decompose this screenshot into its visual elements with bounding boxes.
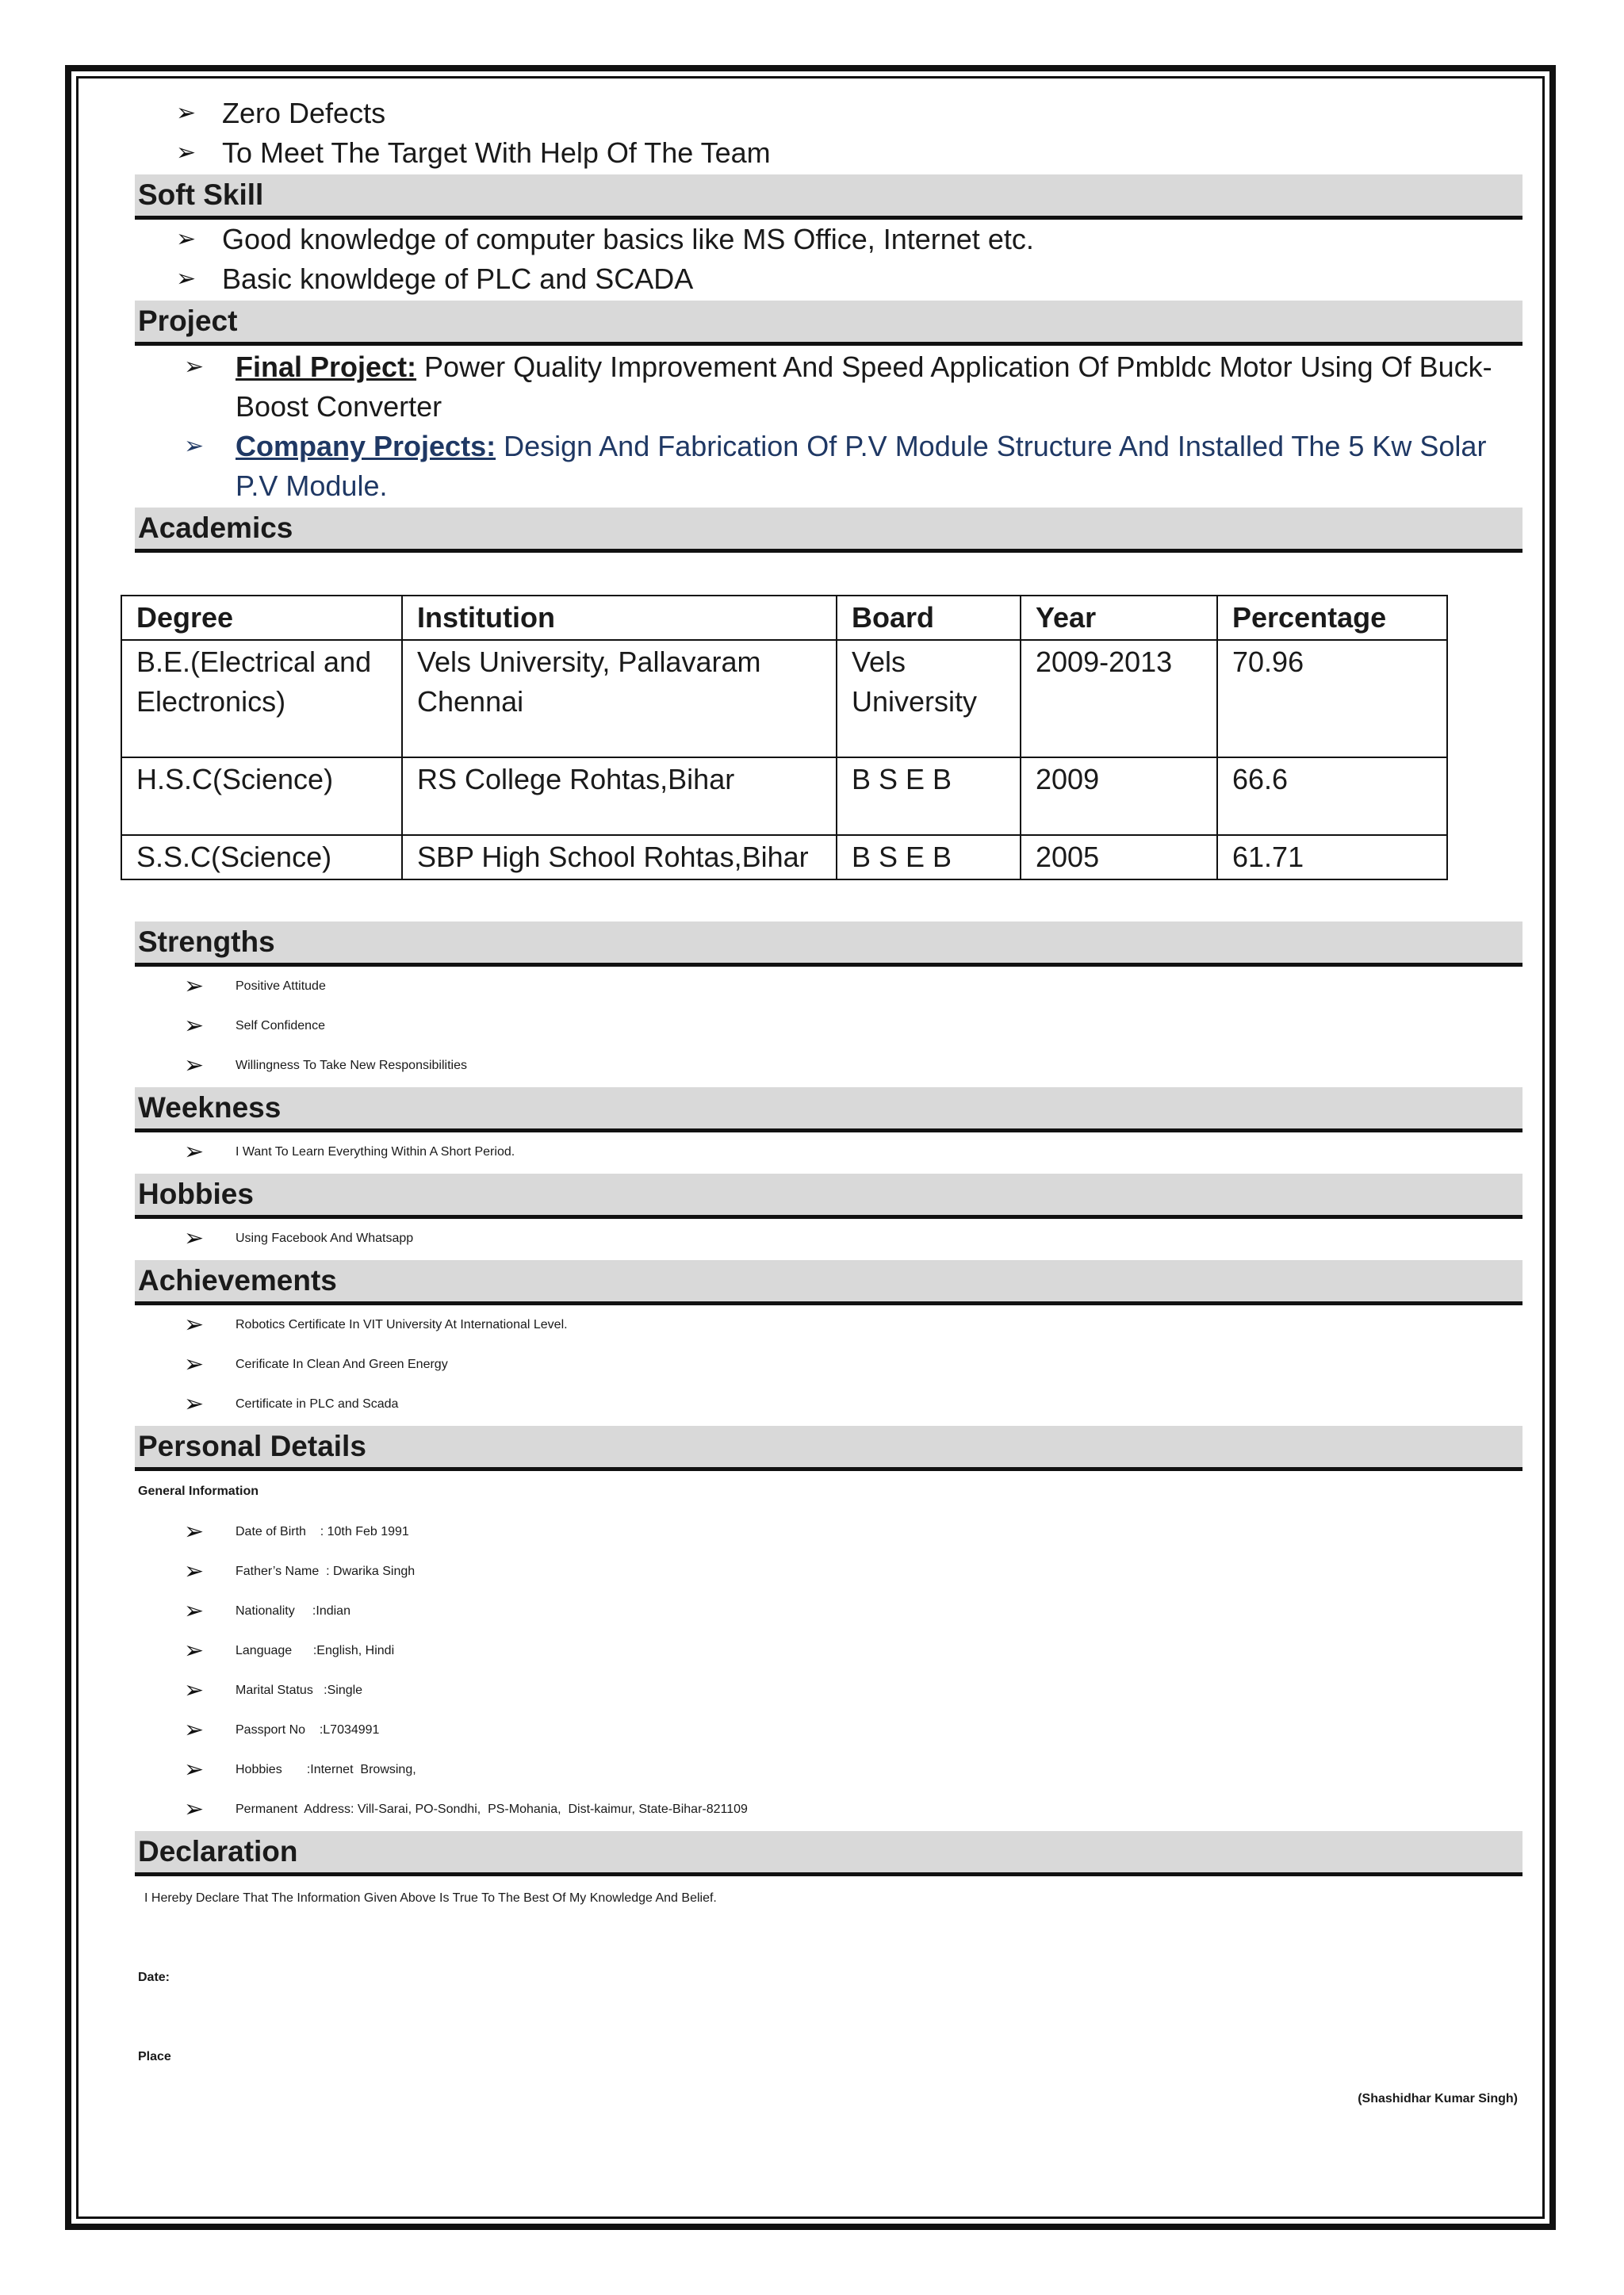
arrow-bullet-icon: ➢	[176, 226, 197, 252]
section-header-achievements: Achievements	[135, 1260, 1522, 1305]
list-item: ➢ Marital Status :Single	[135, 1671, 1522, 1711]
list-item: ➢ To Meet The Target With Help Of The Team	[135, 133, 1522, 173]
list-item: ➢ Zero Defects	[135, 94, 1522, 133]
list-item: ➢ Permanent Address: Vill-Sarai, PO-Sondhi, PS-Mohania, Dist-kaimur, State-Bihar-821109	[135, 1790, 1522, 1829]
final-project-label: Final Project:	[236, 351, 417, 383]
table-cell: SBP High School Rohtas,Bihar	[402, 835, 837, 879]
list-item: ➢ Using Facebook And Whatsapp	[135, 1219, 1522, 1259]
list-item: ➢ Language :English, Hindi	[135, 1631, 1522, 1671]
list-item: ➢ Hobbies :Internet Browsing,	[135, 1750, 1522, 1790]
list-item: ➢ Self Confidence	[135, 1006, 1522, 1046]
arrow-bullet-icon: ➢	[184, 1351, 205, 1377]
table-cell: 61.71	[1217, 835, 1447, 879]
table-header-cell: Year	[1021, 596, 1217, 640]
final-project-text: Power Quality Improvement And Speed Application Of Pmbldc Motor Using Of Buck- Boost Converter	[236, 351, 1492, 423]
table-row	[121, 835, 1447, 879]
table-row	[121, 757, 1447, 835]
arrow-bullet-icon: ➢	[184, 1638, 205, 1664]
table-cell: Vels University	[837, 640, 1021, 757]
section-header-hobbies: Hobbies	[135, 1174, 1522, 1219]
list-item: ➢ Nationality :Indian	[135, 1592, 1522, 1631]
final-project	[135, 347, 1522, 427]
academics-table	[121, 595, 1448, 880]
section-header-academics: Academics	[135, 508, 1522, 553]
table-header-cell: Institution	[402, 596, 837, 640]
arrow-bullet-icon: ➢	[176, 140, 197, 166]
list-item: ➢ Cerificate In Clean And Green Energy	[135, 1345, 1522, 1385]
table-cell: 2009	[1021, 757, 1217, 835]
arrow-bullet-icon: ➢	[184, 973, 205, 999]
arrow-bullet-icon: ➢	[184, 1796, 205, 1822]
arrow-bullet-icon: ➢	[184, 354, 205, 380]
table-header-cell: Board	[837, 596, 1021, 640]
arrow-bullet-icon: ➢	[184, 1558, 205, 1584]
table-cell: 2005	[1021, 835, 1217, 879]
table-header-cell: Degree	[121, 596, 402, 640]
table-cell: S.S.C(Science)	[121, 835, 402, 879]
arrow-bullet-icon: ➢	[184, 433, 205, 459]
section-header-declaration: Declaration	[135, 1831, 1522, 1876]
list-item: ➢ Certificate in PLC and Scada	[135, 1385, 1522, 1424]
list-item: ➢ Willingness To Take New Responsibilities	[135, 1046, 1522, 1086]
arrow-bullet-icon: ➢	[184, 1677, 205, 1703]
arrow-bullet-icon: ➢	[184, 1225, 205, 1251]
table-header-row	[121, 596, 1447, 640]
section-header-strengths: Strengths	[135, 921, 1522, 967]
company-projects	[135, 427, 1522, 506]
signature-name: (Shashidhar Kumar Singh)	[1358, 2092, 1518, 2105]
arrow-bullet-icon: ➢	[184, 1519, 205, 1545]
list-item: ➢ I Want To Learn Everything Within A Short Period.	[135, 1132, 1522, 1172]
list-item: ➢ Good knowledge of computer basics like MS Office, Internet etc.	[135, 220, 1522, 259]
section-header-project: Project	[135, 301, 1522, 346]
arrow-bullet-icon: ➢	[184, 1013, 205, 1039]
arrow-bullet-icon: ➢	[176, 100, 197, 126]
arrow-bullet-icon: ➢	[184, 1312, 205, 1338]
section-header-soft-skill: Soft Skill	[135, 174, 1522, 220]
table-row	[121, 640, 1447, 757]
table-cell: 70.96	[1217, 640, 1447, 757]
list-item: ➢ Positive Attitude	[135, 967, 1522, 1006]
section-header-personal-details: Personal Details	[135, 1426, 1522, 1471]
table-cell: B.E.(Electrical and Electronics)	[121, 640, 402, 757]
table-cell: 2009-2013	[1021, 640, 1217, 757]
arrow-bullet-icon: ➢	[184, 1757, 205, 1783]
list-item: ➢ Date of Birth : 10th Feb 1991	[135, 1512, 1522, 1552]
arrow-bullet-icon: ➢	[184, 1391, 205, 1417]
table-cell: H.S.C(Science)	[121, 757, 402, 835]
table-cell: B S E B	[837, 757, 1021, 835]
company-projects-label: Company Projects:	[236, 430, 496, 462]
general-information-heading: General Information	[138, 1485, 259, 1498]
list-item: ➢ Passport No :L7034991	[135, 1711, 1522, 1750]
company-projects-text: Design And Fabrication Of P.V Module Structure And Installed The 5 Kw Solar P.V Module.	[236, 430, 1487, 502]
arrow-bullet-icon: ➢	[184, 1598, 205, 1624]
table-cell: 66.6	[1217, 757, 1447, 835]
section-header-weekness: Weekness	[135, 1087, 1522, 1132]
table-cell: B S E B	[837, 835, 1021, 879]
top-content	[135, 94, 1522, 553]
place-label: Place	[138, 2050, 171, 2063]
table-cell: Vels University, Pallavaram Chennai	[402, 640, 837, 757]
lower-content	[135, 920, 1522, 2119]
declaration-text: I Hereby Declare That The Information Given Above Is True To The Best Of My Knowledge And Belief.	[144, 1891, 717, 1905]
arrow-bullet-icon: ➢	[184, 1139, 205, 1165]
list-item: ➢ Father’s Name : Dwarika Singh	[135, 1552, 1522, 1592]
arrow-bullet-icon: ➢	[184, 1717, 205, 1743]
arrow-bullet-icon: ➢	[184, 1052, 205, 1079]
list-item: ➢ Robotics Certificate In VIT University At International Level.	[135, 1305, 1522, 1345]
date-label: Date:	[138, 1971, 170, 1984]
list-item: ➢ Basic knowldege of PLC and SCADA	[135, 259, 1522, 299]
table-header-cell: Percentage	[1217, 596, 1447, 640]
table-cell: RS College Rohtas,Bihar	[402, 757, 837, 835]
arrow-bullet-icon: ➢	[176, 266, 197, 292]
